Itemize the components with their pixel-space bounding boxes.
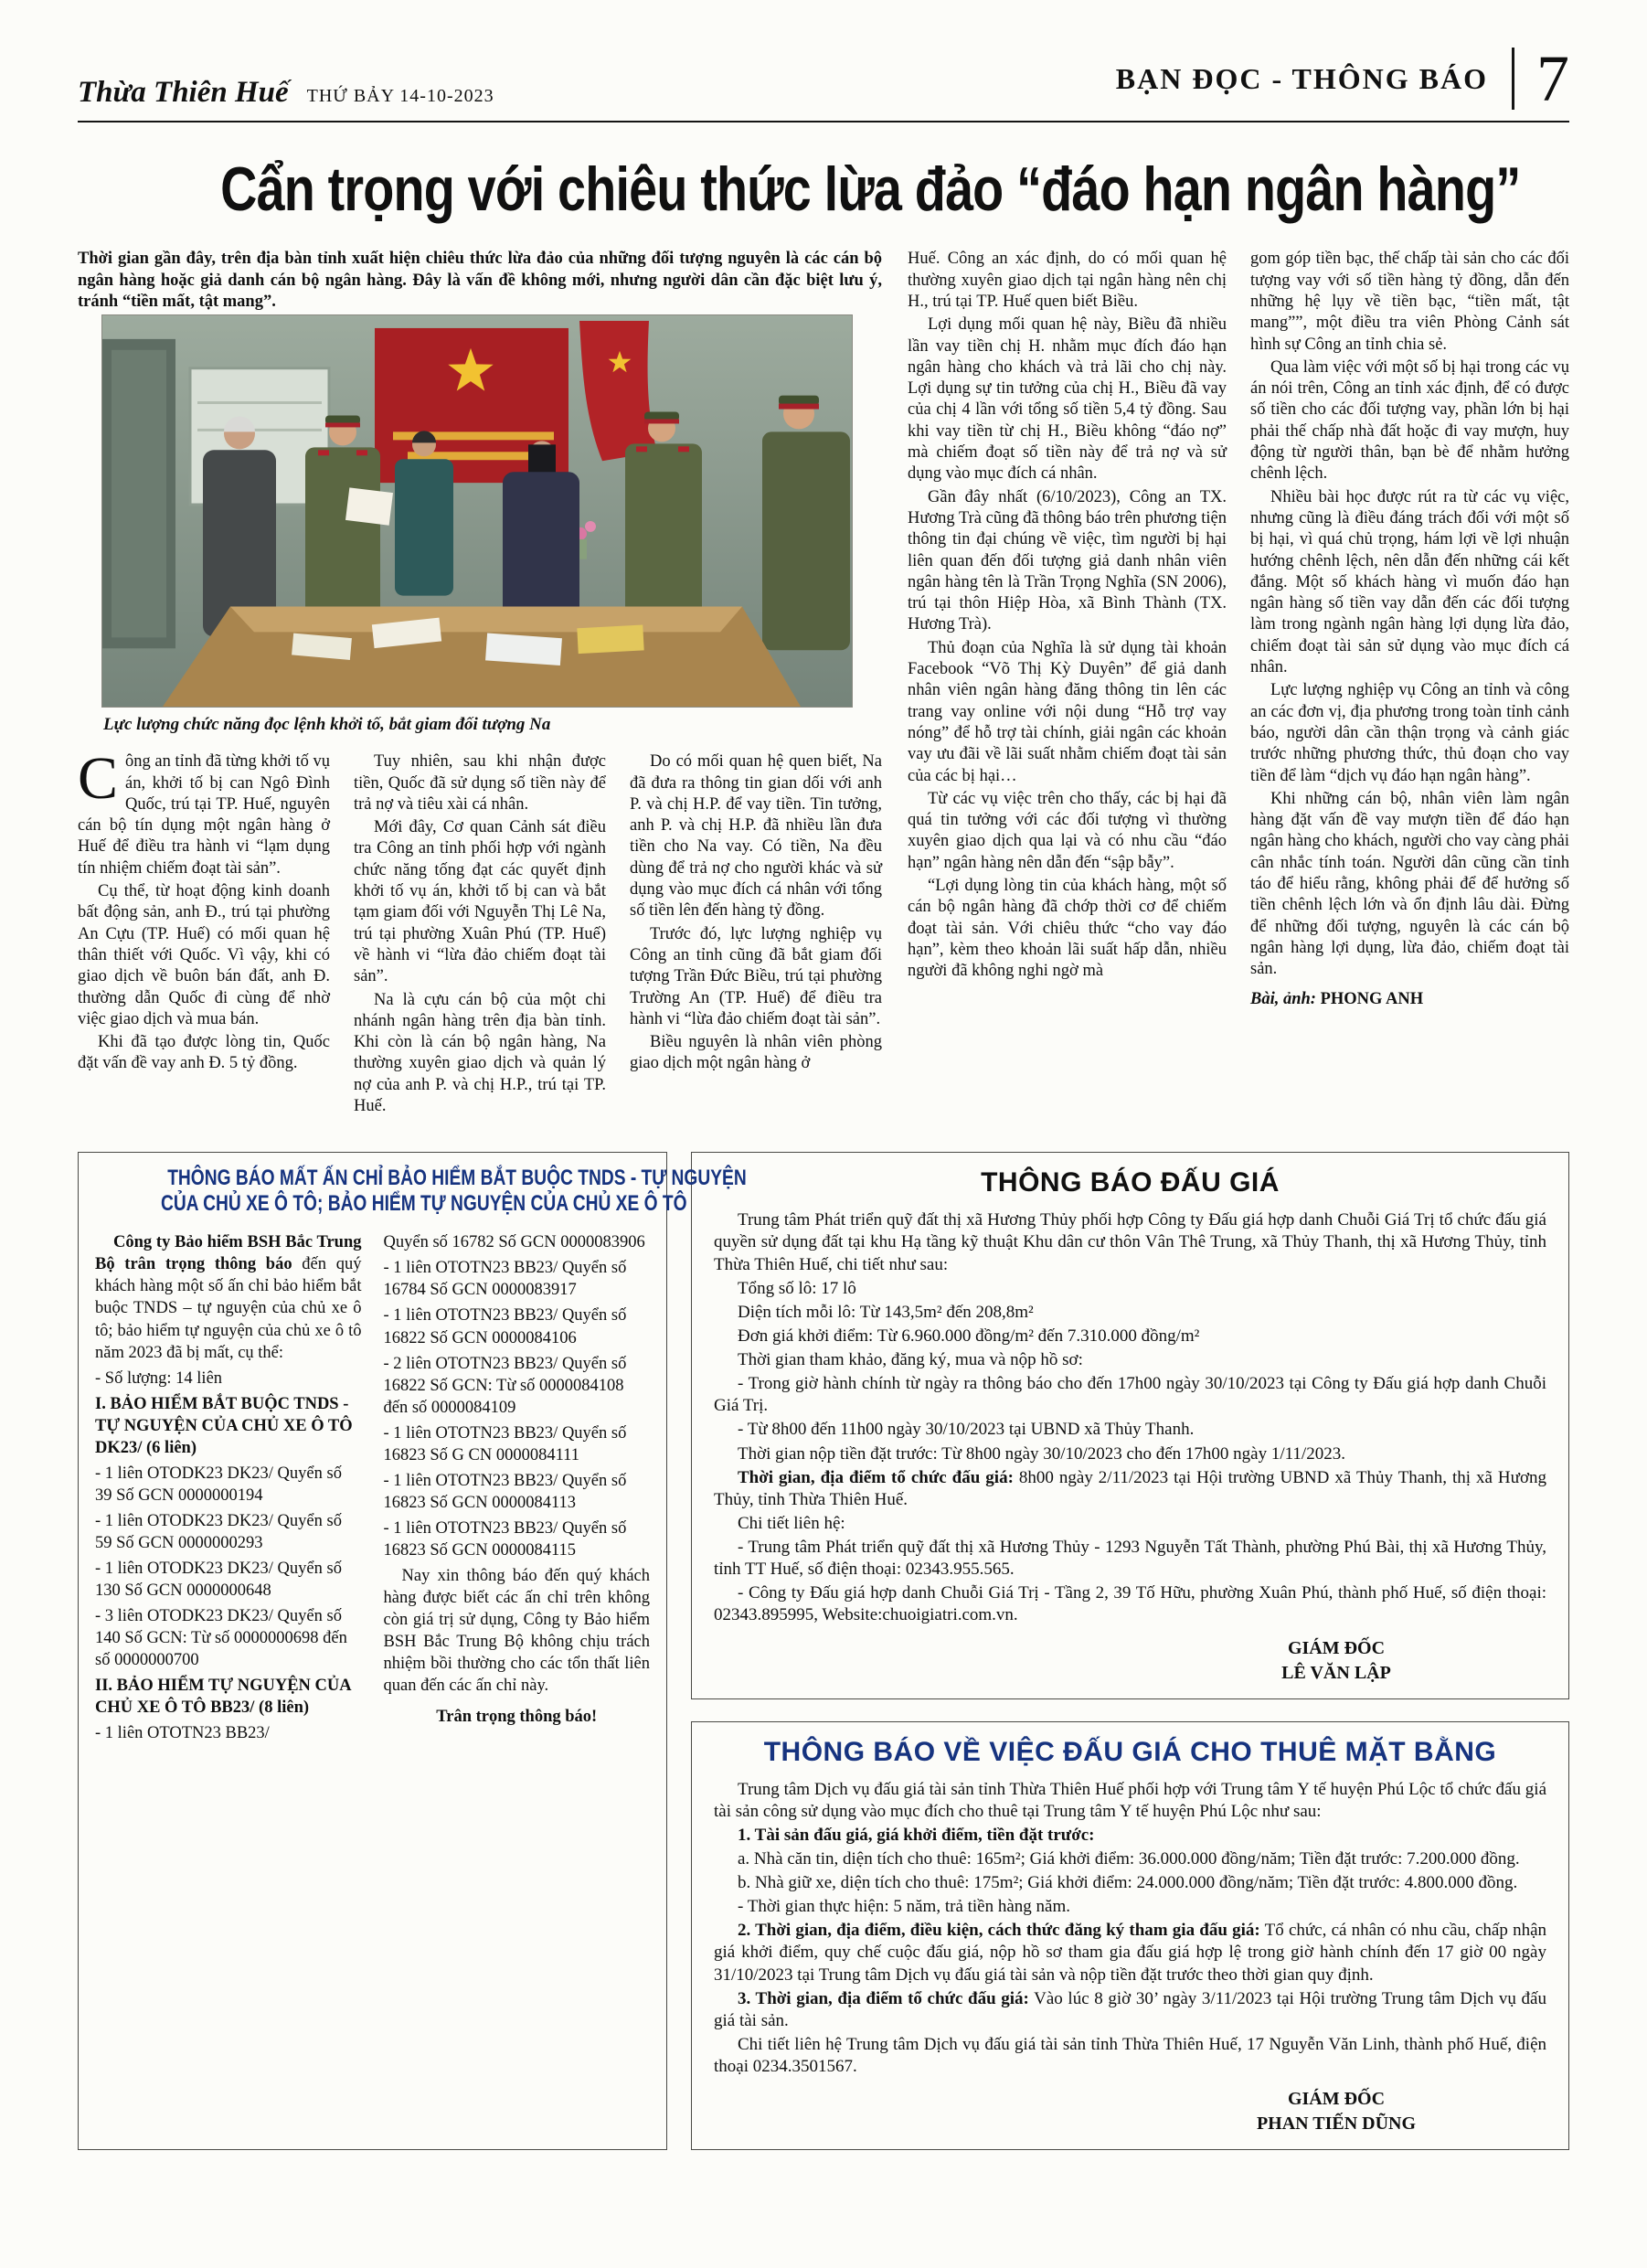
notice-line: - 3 liên OTODK23 DK23/ Quyển số 140 Số GCN: Từ số 0000000698 đến số 0000000700 bbox=[95, 1607, 347, 1670]
notice-paragraph bbox=[714, 1896, 1546, 1918]
headline-wrap bbox=[78, 154, 1569, 225]
notice-paragraph bbox=[714, 1988, 1546, 2032]
article-paragraph: Khi đã tạo được lòng tin, Quốc đặt vấn đề vay anh Đ. 5 tỷ đồng. bbox=[78, 1033, 330, 1073]
notice-line: - 2 liên OTOTN23 BB23/ Quyển số 16822 Số GCN: Từ số 0000084108 đến số 0000084109 bbox=[383, 1354, 627, 1417]
page-header bbox=[78, 42, 1569, 122]
notice-line: - 1 liên OTOTN23 BB23/ Quyển số 16784 Số GCN 0000083917 bbox=[383, 1259, 627, 1300]
notice-line: - 1 liên OTOTN23 BB23/ Quyển số 16823 Số G CN 0000084111 bbox=[383, 1423, 627, 1464]
insurance-title-line-1: THÔNG BÁO MẤT ẤN CHỈ BẢO HIỂM BẮT BUỘC TNDS - TỰ NGUYỆN bbox=[167, 1166, 747, 1191]
article-paragraph: Biều nguyên là nhân viên phòng giao dịch một ngân hàng ở bbox=[630, 1033, 882, 1073]
article-paragraph: Thủ đoạn của Nghĩa là sử dụng tài khoản Facebook “Võ Thị Kỳ Duyên” để giả danh nhân viên ngân hàng đăng thông tin lên các trang vay online với nội dung “Hỗ trợ vay nóng” để hỗ trợ tài chính, giải ngân các khoản vay ưu đãi về lãi suất nhằm chiếm đoạt tài sản của các bị hại… bbox=[908, 638, 1227, 785]
notices-section bbox=[78, 1152, 1569, 2150]
byline-label: Bài, ảnh: bbox=[1250, 990, 1316, 1009]
paragraph-text: Trung tâm Dịch vụ đấu giá tài sản tỉnh Thừa Thiên Huế phối hợp với Trung tâm Y tế huyện Phú Lộc tổ chức đấu giá tài sản công sử dụng vào mục đích cho thuê tại Trung tâm Y tế huyện Phú Lộc như sau: bbox=[714, 1779, 1546, 1821]
paragraph-text: Thời gian tham khảo, đăng ký, mua và nộp hồ sơ: bbox=[738, 1350, 1083, 1370]
intro-bold: Công ty Bảo hiểm BSH Bắc Trung Bộ trân trọng thông báo bbox=[95, 1233, 362, 1274]
rental-auction-title: THÔNG BÁO VỀ VIỆC ĐẤU GIÁ CHO THUÊ MẶT BẰNG bbox=[763, 1736, 1497, 1767]
insurance-notice-title bbox=[95, 1166, 747, 1191]
notice-paragraph bbox=[714, 1349, 1546, 1371]
article-paragraph: Mới đây, Cơ quan Cảnh sát điều tra Công an tỉnh phối hợp với ngành chức năng tống đạt các quyết định khởi tố vụ án, khởi tố bị can và bắt tạm giam đối với Nguyễn Thị Lê Na, trú tại phường Xuân Phú (TP. Huế) về hành vi “lừa đảo chiếm đoạt tài sản”. bbox=[354, 818, 606, 986]
article-headline: Cẩn trọng với chiêu thức lừa đảo “đáo hạn ngân hàng” bbox=[220, 154, 1521, 225]
paragraph-bold: 3. Thời gian, địa điểm tổ chức đấu giá: bbox=[738, 1988, 1029, 2008]
notice-line: - 1 liên OTODK23 DK23/ Quyển số 59 Số GCN 0000000293 bbox=[95, 1511, 342, 1552]
drop-cap: C bbox=[78, 745, 119, 813]
auction-notice-title: THÔNG BÁO ĐẤU GIÁ bbox=[981, 1167, 1280, 1198]
article-paragraph: Lợi dụng mối quan hệ này, Biều đã nhiều lần vay tiền chị H. nhằm mục đích đáo hạn ngân hàng cho khách và trả lãi cho chị này. Lợi dụng sự tin tưởng của chị H., Biều đã vay của chị 4 lần với tổng số tiền 5,4 tỷ đồng. Sau khi vay tiền từ chị H., Biều không “đáo nợ” mà chiếm đoạt số tiền này để trả nợ và sử dụng vào mục đích cá nhân. bbox=[908, 315, 1227, 484]
notice-paragraph bbox=[714, 2034, 1546, 2078]
notice-paragraph bbox=[714, 1278, 1546, 1300]
notice-paragraph bbox=[714, 1443, 1546, 1465]
insurance-columns bbox=[95, 1231, 650, 1748]
paragraph-bold: Thời gian, địa điểm tổ chức đấu giá: bbox=[738, 1467, 1014, 1487]
notice-paragraph bbox=[714, 1920, 1546, 1986]
article-paragraph: Do có mối quan hệ quen biết, Na đã đưa ra thông tin gian dối với anh P. và chị H.P. để vay tiền. Tin tưởng, anh P. và chị H.P. đã nhiều lần đưa tiền cho Na vay. Có tiền, Na đều dùng để trả nợ cho người khác và sử dụng vào mục đích cá nhân với tổng số tiền lên đến hàng tỷ đồng. bbox=[630, 752, 882, 921]
notice-paragraph bbox=[714, 1825, 1546, 1847]
meeting-table bbox=[163, 607, 801, 707]
paragraph-text: - Công ty Đấu giá hợp danh Chuỗi Giá Trị - Tầng 2, 39 Tố Hữu, phường Xuân Phú, thành phố Huế, số điện thoại: 02343.895995, Website:chuoigiatri.com.vn. bbox=[714, 1583, 1546, 1625]
notice-line: - 1 liên OTOTN23 BB23/ Quyển số 16823 Số GCN 0000084115 bbox=[383, 1518, 627, 1560]
paragraph-text: 8h00 ngày 2/11/2023 tại Hội trường UBND xã Thủy Thanh, thị xã Hương Thủy, tỉnh Thừa Thiên Huế. bbox=[714, 1467, 1546, 1509]
paragraph-text: a. Nhà căn tin, diện tích cho thuê: 165m²; Giá khởi điểm: 36.000.000 đồng/năm; Tiền đặt trước: 7.200.000 đồng. bbox=[738, 1848, 1520, 1869]
article-lead: Thời gian gần đây, trên địa bàn tỉnh xuất hiện chiêu thức lừa đảo của những đối tượng nguyên là các cán bộ ngân hàng hoặc giả danh cán bộ ngân hàng. Đây là vấn đề không mới, nhưng người dân cần đặc biệt lưu ý, tránh “tiền mất, tật mang”. bbox=[78, 250, 882, 311]
paragraph-text: Đơn giá khởi điểm: Từ 6.960.000 đồng/m² đến 7.310.000 đồng/m² bbox=[738, 1326, 1200, 1346]
notice-paragraph: Nay xin thông báo đến quý khách hàng được biết các ấn chỉ trên không còn giá trị sử dụng, Công ty Bảo hiểm BSH Bắc Trung Bộ không chịu trách nhiệm bồi thường cho các tổn thất liên quan đến các ấn chỉ này. bbox=[383, 1566, 650, 1696]
article-paragraph: Nhiều bài học được rút ra từ các vụ việc, nhưng cũng là điều đáng trách đối với một số bị hại, vì quá chủ trọng, hám lợi về lợi nhuận hướng chênh lệch, nên dẫn đến những cái kết đắng. Một số khách hàng vì muốn đáo hạn ngân hàng số tiền vay dẫn đến các đối tượng làm trong ngành ngân hàng lợi dụng lừa đảo, chiếm đoạt tài sản sử dụng vào mục đích cá nhân. bbox=[1250, 487, 1569, 677]
police-officer-far-right bbox=[762, 396, 850, 651]
paragraph-text: Vào lúc 8 giờ 30’ ngày 3/11/2023 tại Hội trường Trung tâm Dịch vụ đấu giá tài sản. bbox=[714, 1988, 1546, 2030]
notice-line: - 1 liên OTODK23 DK23/ Quyển số 130 Số GCN 0000000648 bbox=[95, 1559, 342, 1601]
paragraph-text: Diện tích mỗi lô: Từ 143,5m² đến 208,8m² bbox=[738, 1302, 1034, 1322]
paragraph-text: Thời gian nộp tiền đặt trước: Từ 8h00 ngày 30/10/2023 cho đến 17h00 ngày 1/11/2023. bbox=[738, 1443, 1345, 1464]
notice-paragraph bbox=[714, 1513, 1546, 1535]
insurance-column-a bbox=[95, 1231, 362, 1748]
notice-line: - Số lượng: 14 liên bbox=[95, 1368, 223, 1388]
article-paragraph: gom góp tiền bạc, thế chấp tài sản cho các đối tượng vay với số tiền hàng tỷ đồng, dẫn đến những hệ lụy về tiền bạc, “tiền mất, tật mang””, một điều tra viên Phòng Cảnh sát hình sự Công an tỉnh chia sẻ. bbox=[1250, 250, 1569, 354]
insurance-loss-notice bbox=[78, 1152, 747, 2150]
article-paragraph bbox=[78, 745, 330, 879]
notice-line: I. BẢO HIỂM BẮT BUỘC TNDS - TỰ NGUYỆN CỦA CHỦ XE Ô TÔ DK23/ (6 liên) bbox=[95, 1394, 353, 1457]
insurance-column-b bbox=[384, 1231, 651, 1748]
paragraph-bold: 2. Thời gian, địa điểm, điều kiện, cách thức đăng ký tham gia đấu giá: bbox=[738, 1921, 1260, 1941]
article-right-zone bbox=[908, 249, 1569, 1119]
notice-paragraph bbox=[714, 1302, 1546, 1324]
notice-closing: Trân trọng thông báo! bbox=[436, 1708, 598, 1727]
paragraph-bold: 1. Tài sản đấu giá, giá khởi điểm, tiền đặt trước: bbox=[738, 1825, 1095, 1845]
paragraph-text: - Trong giờ hành chính từ ngày ra thông báo cho đến 17h00 ngày 30/10/2023 tại Công ty Đấu giá hợp danh Chuỗi Giá Trị. bbox=[714, 1374, 1546, 1416]
article-lower-columns bbox=[78, 745, 882, 1119]
sign-off bbox=[1190, 1636, 1482, 1686]
notice-line: II. BẢO HIỂM TỰ NGUYỆN CỦA CHỦ XE Ô TÔ BB23/ (8 liên) bbox=[95, 1677, 351, 1718]
sign-role: GIÁM ĐỐC bbox=[1287, 2089, 1386, 2110]
article-photo-illustration bbox=[101, 314, 853, 708]
notice-paragraph bbox=[714, 1872, 1546, 1894]
door-panel bbox=[112, 350, 166, 638]
photo-caption: Lực lượng chức năng đọc lệnh khởi tố, bắt giam đối tượng Na bbox=[103, 715, 551, 735]
article-left-zone bbox=[78, 249, 882, 1119]
paragraph-text: - Trung tâm Phát triển quỹ đất thị xã Hương Thủy - 1293 Nguyễn Tất Thành, phường Phú Bài, thị xã Hương Thủy, tỉnh TT Huế, số điện thoại: 02343.955.565. bbox=[714, 1538, 1546, 1580]
paragraph-text: Trung tâm Phát triển quỹ đất thị xã Hương Thủy phối hợp Công ty Đấu giá hợp danh Chuỗi Giá Trị tổ chức đấu giá quyền sử dụng đất tại khu Hạ tầng kỹ thuật Khu dân cư thôn Vân Thê Trung, xã Thủy Thanh, thị xã Hương Thủy, tỉnh Thừa Thiên Huế, chi tiết như sau: bbox=[714, 1210, 1546, 1274]
article-column-4 bbox=[908, 249, 1227, 1119]
article-paragraph: Gần đây nhất (6/10/2023), Công an TX. Hương Trà cũng đã thông báo trên phương tiện thông tin đại chúng về việc, tìm người bị hại liên quan đến đối tượng giả danh nhân viên ngân hàng tên là Trần Trọng Nghĩa (SN 2006), trú tại thôn Hiệp Hòa, xã Bình Thành (TX. Hương Trà). bbox=[908, 487, 1227, 634]
article-body bbox=[78, 249, 1569, 1119]
notice-paragraph bbox=[95, 1231, 362, 1363]
paragraph-text: Tổng số lô: 17 lô bbox=[738, 1278, 856, 1298]
article-paragraph: Na là cựu cán bộ của một chi nhánh ngân hàng trên địa bàn tỉnh. Khi còn là cán bộ ngân hàng, Na thường xuyên giao dịch và quản lý nợ của anh P. và chị H.P., trú tại TP. Huế. bbox=[354, 990, 606, 1116]
paragraph-text: ông an tỉnh đã từng khởi tố vụ án, khởi tố bị can Ngô Đình Quốc, trú tại TP. Huế, nguyên cán bộ tín dụng một ngân hàng ở Huế để điều tra hành vi “lạm dụng tín nhiệm chiếm đoạt tài sản”. bbox=[78, 752, 330, 878]
article-paragraph: Tuy nhiên, sau khi nhận được tiền, Quốc đã sử dụng số tiền này để trả nợ và tiêu xài cá nhân. bbox=[354, 752, 606, 814]
article-column-1 bbox=[78, 745, 330, 1119]
notice-line: Quyển số 16782 Số GCN 0000083906 bbox=[383, 1233, 645, 1252]
sign-name: PHAN TIẾN DŨNG bbox=[1256, 2114, 1417, 2135]
paragraph-text: b. Nhà giữ xe, diện tích cho thuê: 175m²; Giá khởi điểm: 24.000.000 đồng/năm; Tiền đặt trước: 4.800.000 đồng. bbox=[738, 1873, 1518, 1893]
article-paragraph: Khi những cán bộ, nhân viên làm ngân hàng đặt vấn đề vay mượn tiền để đáo hạn ngân hàng cho khách, người cho vay càng phải cân nhắc tính toán. Người dân cũng cần tỉnh táo để hiểu rằng, không phải để để hưởng số tiền chênh lệch lớn và ổn định lâu dài. Đừng để những đối tượng, nguyên là các cán bộ ngân hàng lợi dụng, lừa đảo, chiếm đoạt tài sản. bbox=[1250, 789, 1569, 979]
section-title: BẠN ĐỌC - THÔNG BÁO bbox=[1115, 61, 1488, 95]
article-paragraph: Huế. Công an xác định, do có mối quan hệ thường xuyên giao dịch tại ngân hàng nên chị H., trú tại TP. Huế quen biết Biều. bbox=[908, 250, 1227, 311]
article-paragraph: Từ các vụ việc trên cho thấy, các bị hại đã quá tin tưởng với các đối tượng vì thường xuyên giao dịch qua lại và có nhu cầu “đáo hạn” ngân hàng nên dẫn đến “sập bẫy”. bbox=[908, 789, 1227, 872]
insurance-title-line-2: CỦA CHỦ XE Ô TÔ; BẢO HIỂM TỰ NGUYỆN CỦA CHỦ XE Ô TÔ bbox=[160, 1191, 687, 1217]
insurance-notice-title bbox=[95, 1191, 687, 1217]
article-photo bbox=[101, 314, 853, 735]
notice-paragraph bbox=[714, 1582, 1546, 1626]
notice-paragraph bbox=[714, 1419, 1546, 1441]
notice-paragraph bbox=[714, 1209, 1546, 1275]
article-column-5 bbox=[1250, 249, 1569, 1119]
article-column-3 bbox=[630, 751, 882, 1119]
intro-rest: đến quý khách hàng một số ấn chỉ bảo hiểm bắt buộc TNDS – tự nguyện của chủ xe ô tô; bảo hiểm tự nguyện của chủ xe ô tô năm 2023 đã bị mất, cụ thể: bbox=[95, 1255, 362, 1362]
paragraph-text: Chi tiết liên hệ Trung tâm Dịch vụ đấu giá tài sản tỉnh Thừa Thiên Huế, 17 Nguyễn Văn Linh, thành phố Huế, điện thoại 0234.3501567. bbox=[714, 2034, 1546, 2077]
notice-line: - 1 liên OTOTN23 BB23/ Quyển số 16822 Số GCN 0000084106 bbox=[383, 1306, 627, 1347]
notice-paragraph bbox=[714, 1467, 1546, 1511]
paragraph-text: Chi tiết liên hệ: bbox=[738, 1513, 845, 1533]
notice-paragraph bbox=[714, 1373, 1546, 1417]
notice-paragraph bbox=[714, 1848, 1546, 1870]
sign-off bbox=[1190, 2087, 1482, 2136]
article-paragraph: Trước đó, lực lượng nghiệp vụ Công an tỉnh cũng đã bắt giam đối tượng Trần Đức Biều, trú tại phường Trường An (TP. Huế) để điều tra hành vi “lừa đảo chiếm đoạt tài sản”. bbox=[630, 924, 882, 1028]
page-number: 7 bbox=[1512, 48, 1569, 110]
article-byline bbox=[1250, 989, 1569, 1010]
paragraph-text: - Thời gian thực hiện: 5 năm, trả tiền hàng năm. bbox=[738, 1897, 1071, 1917]
paragraph-text: - Từ 8h00 đến 11h00 ngày 30/10/2023 tại UBND xã Thủy Thanh. bbox=[738, 1420, 1195, 1440]
notice-line: - 1 liên OTOTN23 BB23/ Quyển số 16823 Số GCN 0000084113 bbox=[383, 1471, 627, 1512]
article-column-2 bbox=[354, 751, 606, 1119]
auction-notice bbox=[691, 1152, 1569, 1698]
auction-notices-stack bbox=[691, 1152, 1569, 2150]
article-paragraph: “Lợi dụng lòng tin của khách hàng, một số cán bộ ngân hàng đã chớp thời cơ để chiếm đoạt tài sản. Với chiêu thức “cho vay đáo hạn”, kèm theo khoản lãi suất hấp dẫn, nhiều người đã không nghi ngờ mà bbox=[908, 877, 1227, 981]
notice-line: - 1 liên OTODK23 DK23/ Quyển số 39 Số GCN 0000000194 bbox=[95, 1464, 342, 1505]
notice-paragraph bbox=[714, 1537, 1546, 1581]
sign-role: GIÁM ĐỐC bbox=[1287, 1637, 1386, 1658]
newspaper-masthead: Thừa Thiên Huế bbox=[78, 76, 289, 110]
article-paragraph: Lực lượng nghiệp vụ Công an tỉnh và công an các đơn vị, địa phương trong toàn tỉnh cảnh báo, người dân cần thận trọng và cảnh giác trước những phương thức, thủ đoạn cho vay tiền để làm “dịch vụ đáo hạn ngân hàng”. bbox=[1250, 681, 1569, 785]
paragraph-text: Tổ chức, cá nhân có nhu cầu, chấp nhận giá khởi điểm, quy chế cuộc đấu giá, nộp hồ sơ tham gia đấu giá hợp lệ trong giờ hành chính đến 17 giờ 00 ngày 31/10/2023 tại Trung tâm Dịch vụ đấu giá tài sản và nộp tiền đặt trước theo thời gian quy định. bbox=[714, 1921, 1546, 1985]
notice-paragraph bbox=[714, 1779, 1546, 1823]
notice-line: - 1 liên OTOTN23 BB23/ bbox=[95, 1724, 270, 1743]
rental-auction-notice bbox=[691, 1721, 1569, 2151]
byline-name: PHONG ANH bbox=[1320, 990, 1424, 1009]
notice-paragraph bbox=[714, 1326, 1546, 1347]
sign-name: LÊ VĂN LẬP bbox=[1281, 1662, 1391, 1683]
article-paragraph: Qua làm việc với một số bị hại trong các vụ án nói trên, Công an tỉnh xác định, để có được số tiền cho các đối tượng vay, phần lớn bị hại phải thế chấp nhà đất hoặc đi vay mượn, huy động từ người thân, bạn bè để nhằm hưởng chênh lệch. bbox=[1250, 357, 1569, 484]
article-paragraph: Cụ thể, từ hoạt động kinh doanh bất động sản, anh Đ., trú tại phường An Cựu (TP. Huế) có mối quan hệ thân thiết với Quốc. Vì vậy, khi có giao dịch về buôn bán đất, anh Đ. thường dẫn Quốc đi cùng để nhờ việc giao dịch và mua bán. bbox=[78, 882, 330, 1028]
dateline: THỨ BẢY 14-10-2023 bbox=[306, 86, 494, 107]
